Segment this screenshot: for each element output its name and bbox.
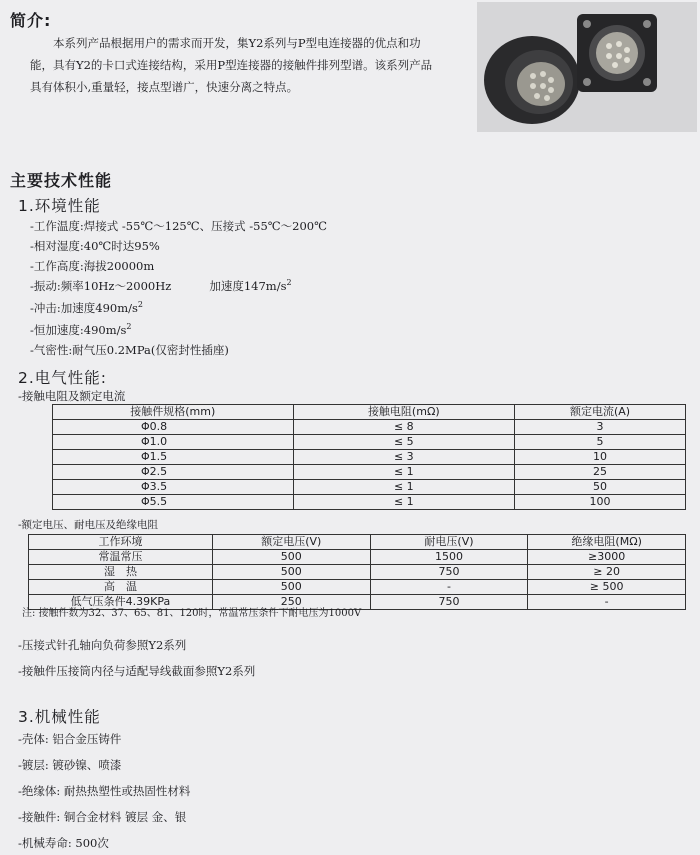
table-header: 额定电流(A) — [515, 405, 686, 420]
table-row: 高 温 500 - ≥ 500 — [29, 580, 686, 595]
table-header: 接触件规格(mm) — [53, 405, 294, 420]
table-row: 湿 热 500 750 ≥ 20 — [29, 565, 686, 580]
main-heading: 主要技术性能 — [10, 171, 113, 190]
env-item: -相对湿度:40℃时达95% — [30, 239, 160, 253]
table-row: 常温常压 500 1500 ≥3000 — [29, 550, 686, 565]
table-header: 耐电压(V) — [370, 535, 528, 550]
mech-item: -机械寿命: 500次 — [18, 836, 109, 850]
table-row: Φ2.5 ≤ 1 25 — [53, 465, 686, 480]
table-row: Φ3.5 ≤ 1 50 — [53, 480, 686, 495]
mech-item: -壳体: 铝合金压铸件 — [18, 732, 122, 746]
table-row: 低气压条件4.39KPa 250 750 - — [29, 595, 686, 610]
env-item: -气密性:耐气压0.2MPa(仅密封性插座) — [30, 343, 229, 357]
elec-sub1: -接触电阻及额定电流 — [18, 389, 126, 403]
table-row: Φ1.0 ≤ 5 5 — [53, 435, 686, 450]
table-note: 注: 接触件数为32、37、65、81、120时，常温常压条件下耐电压为1000V — [22, 608, 362, 619]
connector-photo — [477, 2, 697, 132]
table-row: Φ1.5 ≤ 3 10 — [53, 450, 686, 465]
table-header: 接触电阻(mΩ) — [293, 405, 515, 420]
mech-item: -绝缘体: 耐热热塑性或热固性材料 — [18, 784, 191, 798]
elec-extra: -压接式针孔轴向负荷参照Y2系列 — [18, 638, 187, 652]
table-header: 额定电压(V) — [212, 535, 370, 550]
env-item: -振动:频率10Hz～2000Hz 加速度$147m/s^2$ — [30, 278, 292, 293]
table-header: 绝缘电阻(MΩ) — [528, 535, 686, 550]
contact-table — [52, 404, 686, 510]
env-item: -恒加速度$:490m/s^2$ — [30, 322, 132, 337]
mech-item: -接触件: 铜合金材料 镀层 金、银 — [18, 810, 187, 824]
table-header: 工作环境 — [29, 535, 213, 550]
voltage-table — [28, 534, 686, 610]
env-heading: 1.环境性能 — [18, 197, 101, 215]
mech-heading: 3.机械性能 — [18, 708, 101, 726]
intro-heading: 简介: — [10, 11, 52, 30]
table-header-row — [29, 535, 686, 550]
env-item: -工作高度:海拔20000m — [30, 259, 155, 273]
env-item: -工作温度:焊接式 -55℃～125℃、压接式 -55℃～200℃ — [30, 219, 327, 233]
table-row: Φ5.5 ≤ 1 100 — [53, 495, 686, 510]
mech-item: -镀层: 镀砂镍、喷漆 — [18, 758, 122, 772]
elec-heading: 2.电气性能: — [18, 369, 108, 387]
intro-text: 本系列产品根据用户的需求而开发，集Y2系列与P型电连接器的优点和功能，具有Y2的卡口式连接结构，采用P型连接器的接触件排列型谱。该系列产品具有体积小,重量轻，接点型谱广，快速分离之特点。 — [30, 36, 433, 94]
elec-extra: -接触件压接筒内径与适配导线截面参照Y2系列 — [18, 664, 256, 678]
table-header-row — [53, 405, 686, 420]
elec-sub2: -额定电压、耐电压及绝缘电阻 — [18, 519, 159, 531]
table-row: Φ0.8 ≤ 8 3 — [53, 420, 686, 435]
env-item: -冲击:加速度$490m/s^2$ — [30, 300, 143, 315]
